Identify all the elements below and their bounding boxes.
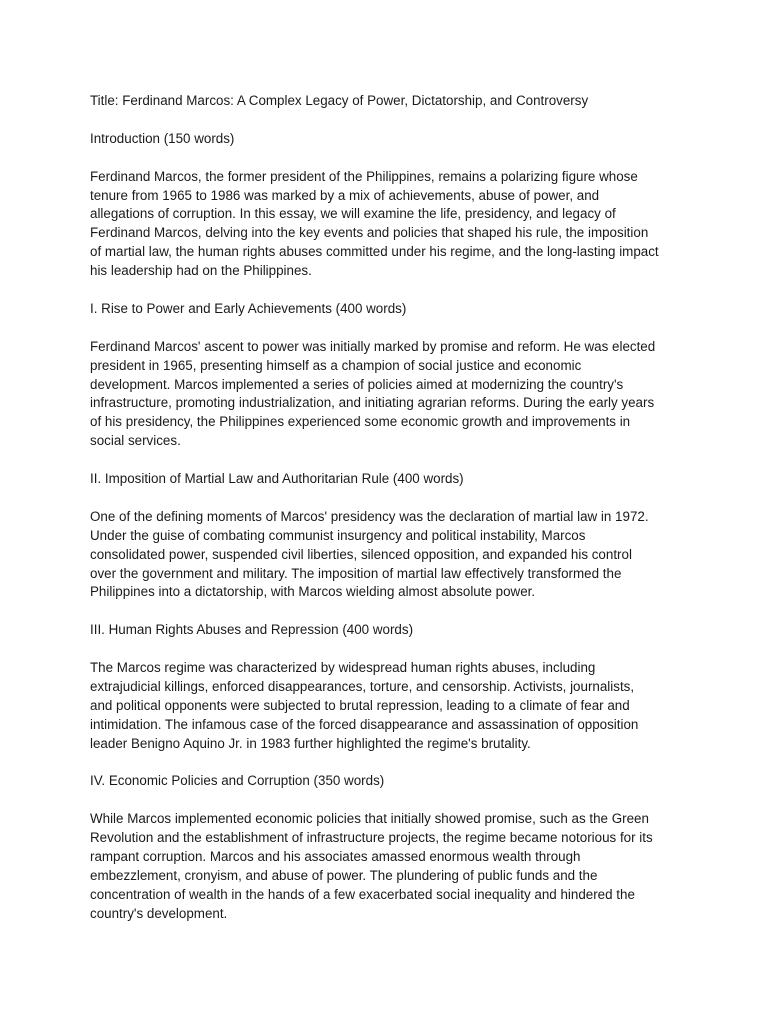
paragraph-line: of his presidency, the Philippines experienced some economic growth and improvements in bbox=[90, 414, 631, 430]
paragraph-line: rampant corruption. Marcos and his associates amassed enormous wealth through bbox=[90, 849, 581, 865]
section-2-paragraph bbox=[90, 508, 690, 603]
paragraph-line: Philippines into a dictatorship, with Marcos wielding almost absolute power. bbox=[90, 584, 536, 600]
paragraph-line: of martial law, the human rights abuses committed under his regime, and the long-lasting impact bbox=[90, 244, 659, 260]
paragraph-line: country's development. bbox=[90, 905, 228, 921]
paragraph-line: social services. bbox=[90, 433, 181, 449]
paragraph-line: embezzlement, cronyism, and abuse of power. The plundering of public funds and the bbox=[90, 868, 598, 883]
section-1-paragraph bbox=[90, 338, 690, 451]
paragraph-line: his leadership had on the Philippines. bbox=[90, 263, 312, 279]
section-3-paragraph bbox=[90, 659, 690, 754]
paragraph-line: While Marcos implemented economic policies that initially showed promise, such as the Green bbox=[90, 811, 649, 827]
paragraph-line: tenure from 1965 to 1986 was marked by a mix of achievements, abuse of power, and bbox=[90, 187, 600, 203]
section-3-heading: III. Human Rights Abuses and Repression (400 words) bbox=[90, 622, 414, 638]
paragraph-line: concentration of wealth in the hands of a few exacerbated social inequality and hindered the bbox=[90, 886, 635, 902]
document-body bbox=[90, 92, 690, 943]
paragraph-line: leader Benigno Aquino Jr. in 1983 further highlighted the regime's brutality. bbox=[90, 735, 531, 751]
paragraph-line: over the government and military. The imposition of martial law effectively transformed the bbox=[90, 565, 622, 581]
intro-paragraph bbox=[90, 168, 690, 281]
paragraph-line: Ferdinand Marcos' ascent to power was initially marked by promise and reform. He was elected bbox=[90, 338, 656, 354]
paragraph-line: infrastructure, promoting industrialization, and initiating agrarian reforms. During the early years bbox=[90, 395, 655, 411]
paragraph-line: extrajudicial killings, enforced disappearances, torture, and censorship. Activists, journalists, bbox=[90, 678, 635, 694]
paragraph-line: allegations of corruption. In this essay, we will examine the life, presidency, and legacy of bbox=[90, 206, 616, 222]
document-title: Title: Ferdinand Marcos: A Complex Legacy of Power, Dictatorship, and Controversy bbox=[90, 93, 589, 108]
paragraph-line: Revolution and the establishment of infrastructure projects, the regime became notorious for its bbox=[90, 830, 653, 846]
intro-heading: Introduction (150 words) bbox=[90, 130, 235, 146]
paragraph-line: The Marcos regime was characterized by widespread human rights abuses, including bbox=[90, 660, 596, 676]
section-4-paragraph bbox=[90, 810, 690, 923]
paragraph-line: Ferdinand Marcos, the former president of the Philippines, remains a polarizing figure whose bbox=[90, 168, 638, 184]
paragraph-line: intimidation. The infamous case of the forced disappearance and assassination of opposition bbox=[90, 716, 639, 732]
paragraph-line: One of the defining moments of Marcos' presidency was the declaration of martial law in 1972. bbox=[90, 508, 649, 524]
paragraph-line: Ferdinand Marcos, delving into the key events and policies that shaped his rule, the imposition bbox=[90, 225, 649, 241]
section-1-heading: I. Rise to Power and Early Achievements (400 words) bbox=[90, 300, 407, 316]
paragraph-line: and political opponents were subjected to brutal repression, leading to a climate of fear and bbox=[90, 697, 630, 713]
section-2-heading: II. Imposition of Martial Law and Authoritarian Rule (400 words) bbox=[90, 471, 464, 487]
paragraph-line: development. Marcos implemented a series of policies aimed at modernizing the country's bbox=[90, 376, 624, 392]
paragraph-line: president in 1965, presenting himself as a champion of social justice and economic bbox=[90, 357, 582, 373]
paragraph-line: consolidated power, suspended civil liberties, silenced opposition, and expanded his control bbox=[90, 546, 632, 562]
paragraph-line: Under the guise of combating communist insurgency and political instability, Marcos bbox=[90, 527, 586, 543]
section-4-heading: IV. Economic Policies and Corruption (350 words) bbox=[90, 773, 385, 789]
